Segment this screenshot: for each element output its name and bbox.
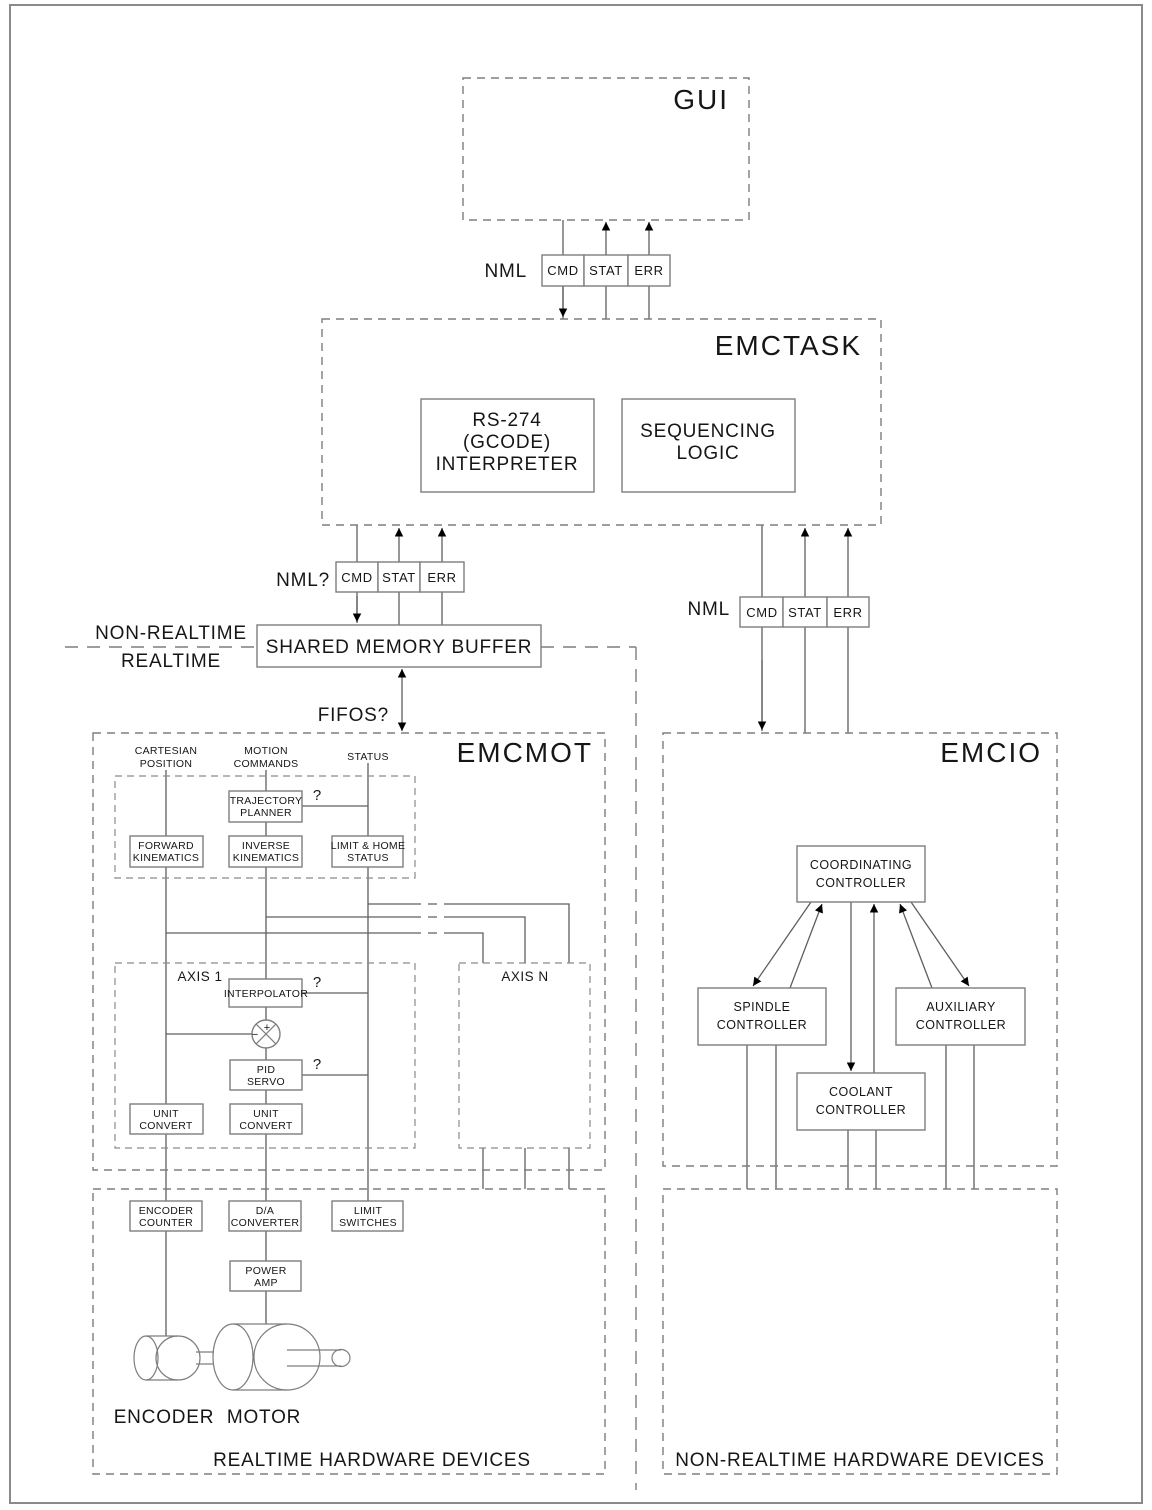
forward-kin-line1: FORWARD [138,840,194,852]
limit-home-line2: STATUS [347,852,389,864]
spindle-controller-box [698,988,826,1045]
motor-back-cap [213,1324,253,1390]
nml-top-stat: STAT [589,263,623,278]
auxiliary-line2: CONTROLLER [915,1018,1007,1032]
power-amp-line1: POWER [245,1265,287,1277]
coordinating-line1: COORDINATING [809,858,913,872]
emcio-title: EMCIO [940,737,1042,768]
realtime-hardware-box [93,1189,605,1474]
sum-minus: − [251,1029,259,1041]
coolant-line1: COOLANT [829,1085,893,1099]
forward-kin-line2: KINEMATICS [132,852,200,864]
arrow-auxiliary-to-coordinating [900,904,932,988]
col-cartesian-line1: CARTESIAN [134,745,198,757]
nml-left-err: ERR [427,570,457,585]
nonrealtime-hardware-caption: NON-REALTIME HARDWARE DEVICES [675,1450,1045,1471]
col-motion-line1: MOTION [244,745,288,757]
encoder-back-cap [134,1336,158,1380]
inverse-kin-line1: INVERSE [241,840,291,852]
motor-shaft-end [332,1350,350,1367]
arrow-coordinating-to-auxiliary [911,902,969,986]
motor-label: MOTOR [226,1407,302,1428]
inverse-kin-line2: KINEMATICS [232,852,300,864]
pid-line2: SERVO [246,1076,286,1088]
trajectory-line1: TRAJECTORY [229,795,303,807]
shared-memory-label: SHARED MEMORY BUFFER [265,637,533,658]
arrow-spindle-to-coordinating [790,904,822,988]
col-cartesian-line2: POSITION [139,758,193,770]
col-status: STATUS [347,751,389,763]
emcmot-title: EMCMOT [456,737,593,768]
nml-top-err: ERR [634,263,664,278]
emctask-title: EMCTASK [714,330,862,361]
coordinating-controller-box [797,846,925,902]
axisn-label: AXIS N [501,969,549,984]
interpolator-label: INTERPOLATOR [223,988,309,1000]
nml-left-stat: STAT [382,570,416,585]
unit-convert-mid-line2: CONVERT [239,1120,293,1132]
nml-right-label: NML [687,599,730,620]
nml-top-label: NML [484,261,527,282]
question-interpolator: ? [312,974,322,991]
nml-right-stat: STAT [788,605,822,620]
coolant-line2: CONTROLLER [815,1103,907,1117]
encoder-counter-line1: ENCODER [138,1205,194,1217]
interpreter-line1: RS-274 [472,410,542,431]
nml-right-err: ERR [833,605,863,620]
power-amp-line2: AMP [254,1277,278,1289]
nonrealtime-hardware-box [663,1189,1057,1474]
coordinating-line2: CONTROLLER [815,876,907,890]
wires [166,220,974,1336]
sum-plus: + [263,1022,271,1034]
pid-line1: PID [256,1064,276,1076]
arrow-coordinating-to-spindle [753,902,811,986]
spindle-line1: SPINDLE [733,1000,791,1014]
encoder-label: ENCODER [113,1407,215,1428]
nml-right-cmd: CMD [746,605,778,620]
axis1-label: AXIS 1 [177,969,223,984]
wire-motion-branch-b [452,917,525,963]
limit-home-line1: LIMIT & HOME [330,840,406,852]
motor-front-face [254,1324,320,1390]
nml-top-cmd: CMD [547,263,579,278]
sequencing-line1: SEQUENCING [640,421,776,442]
auxiliary-line1: AUXILIARY [926,1000,996,1014]
nml-left-cmd: CMD [341,570,373,585]
trajectory-line2: PLANNER [240,807,292,819]
wire-cartesian-branch-b [452,933,483,963]
realtime-hardware-caption: REALTIME HARDWARE DEVICES [213,1450,531,1471]
auxiliary-controller-box [896,988,1025,1045]
da-converter-line1: D/A [255,1205,275,1217]
unit-convert-left-line2: CONVERT [139,1120,193,1132]
encoder-counter-line2: COUNTER [138,1217,194,1229]
fifos-label: FIFOS? [317,705,389,726]
limit-switches-line1: LIMIT [353,1205,383,1217]
unit-convert-left-line1: UNIT [153,1108,179,1120]
unit-convert-mid-line1: UNIT [253,1108,279,1120]
axisn-box [459,963,590,1148]
sequencing-line2: LOGIC [676,443,740,464]
question-pid: ? [312,1056,322,1073]
question-trajectory: ? [312,787,322,804]
boundary-below-label: REALTIME [120,651,222,672]
coolant-controller-box [797,1073,925,1130]
encoder-front-face [156,1336,200,1380]
spindle-line2: CONTROLLER [716,1018,808,1032]
da-converter-line2: CONVERTER [230,1217,300,1229]
col-motion-line2: COMMANDS [233,758,299,770]
nml-left-label: NML? [276,570,330,591]
solid-boxes [130,255,1025,1291]
regions [65,78,1057,1490]
limit-switches-line2: SWITCHES [339,1217,397,1229]
gui-title: GUI [673,84,729,115]
interpreter-line2: (GCODE) [463,432,551,453]
interpreter-line3: INTERPRETER [435,454,579,475]
boundary-above-label: NON-REALTIME [95,623,247,644]
